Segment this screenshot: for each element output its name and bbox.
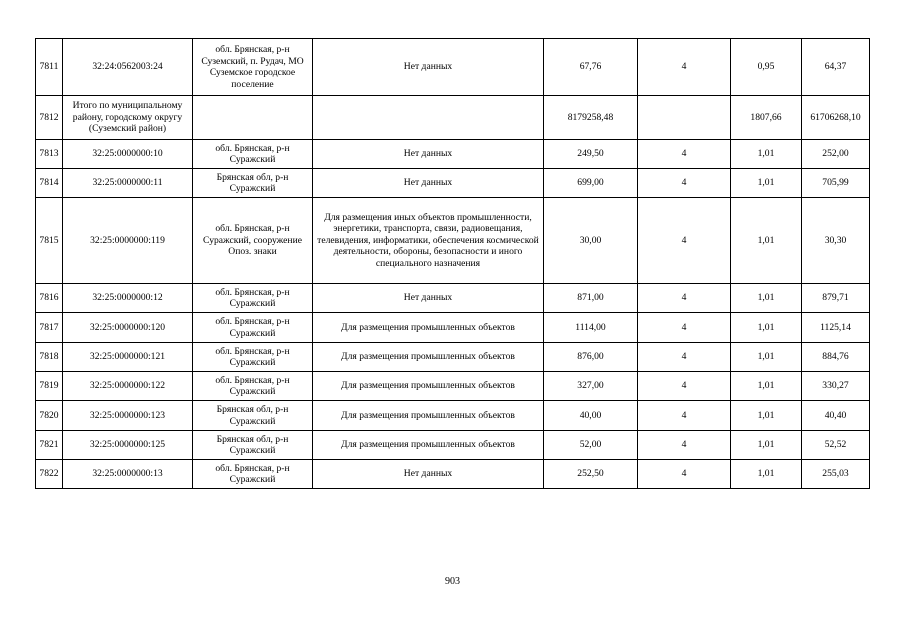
row-number: 7821 [36,431,63,460]
usage-cell: Нет данных [313,140,544,169]
usage-cell: Для размещения промышленных объектов [313,372,544,401]
value-cell: 61706268,10 [802,96,870,140]
area-cell: 871,00 [544,284,638,313]
value-cell: 40,40 [802,401,870,431]
group-cell: 4 [638,343,731,372]
usage-cell: Нет данных [313,460,544,489]
coefficient-cell: 1,01 [731,431,802,460]
coefficient-cell: 1,01 [731,372,802,401]
cadastral-number: 32:25:0000000:13 [63,460,193,489]
group-cell: 4 [638,313,731,343]
address-cell: Брянская обл, р-н Суражский [193,431,313,460]
row-number: 7819 [36,372,63,401]
area-cell: 40,00 [544,401,638,431]
area-cell: 876,00 [544,343,638,372]
coefficient-cell: 1,01 [731,401,802,431]
table-row [36,372,870,401]
cadastral-number: 32:25:0000000:120 [63,313,193,343]
table-row [36,313,870,343]
total-label: Итого по муниципальному району, городскому округу (Суземский район) [63,96,193,140]
coefficient-cell: 1807,66 [731,96,802,140]
group-cell: 4 [638,372,731,401]
group-cell: 4 [638,284,731,313]
table-row [36,198,870,284]
area-cell: 1114,00 [544,313,638,343]
usage-cell: Для размещения промышленных объектов [313,401,544,431]
total-row [36,96,870,140]
value-cell: 255,03 [802,460,870,489]
value-cell: 705,99 [802,169,870,198]
page-number: 903 [445,576,460,587]
cadastral-number: 32:25:0000000:123 [63,401,193,431]
usage-cell: Нет данных [313,39,544,96]
value-cell: 64,37 [802,39,870,96]
area-cell: 252,50 [544,460,638,489]
group-cell: 4 [638,401,731,431]
usage-cell: Для размещения промышленных объектов [313,343,544,372]
usage-cell: Для размещения промышленных объектов [313,431,544,460]
row-number: 7813 [36,140,63,169]
usage-cell: Для размещения иных объектов промышленности, энергетики, транспорта, связи, радиовещания, телевидения, информатики, обеспечения космической деятельности, обороны, безопасности и иного специального назначения [313,198,544,284]
address-cell: обл. Брянская, р-н Суражский, сооружение Опоз. знаки [193,198,313,284]
land-registry-table [35,38,870,489]
table-row [36,39,870,96]
cadastral-number: 32:25:0000000:10 [63,140,193,169]
cadastral-number: 32:25:0000000:122 [63,372,193,401]
address-cell: обл. Брянская, р-н Суражский [193,284,313,313]
row-number: 7817 [36,313,63,343]
cadastral-number: 32:25:0000000:119 [63,198,193,284]
value-cell: 330,27 [802,372,870,401]
row-number: 7820 [36,401,63,431]
group-cell: 4 [638,431,731,460]
table-row [36,343,870,372]
coefficient-cell: 1,01 [731,460,802,489]
address-cell: обл. Брянская, р-н Суражский [193,140,313,169]
coefficient-cell: 1,01 [731,343,802,372]
group-cell [638,96,731,140]
group-cell: 4 [638,169,731,198]
row-number: 7815 [36,198,63,284]
area-cell: 699,00 [544,169,638,198]
row-number: 7816 [36,284,63,313]
table-row [36,460,870,489]
area-cell: 8179258,48 [544,96,638,140]
value-cell: 1125,14 [802,313,870,343]
table-row [36,169,870,198]
coefficient-cell: 1,01 [731,198,802,284]
cadastral-number: 32:25:0000000:11 [63,169,193,198]
group-cell: 4 [638,460,731,489]
cadastral-number: 32:25:0000000:12 [63,284,193,313]
address-cell [193,96,313,140]
table-row [36,140,870,169]
address-cell: Брянская обл, р-н Суражский [193,401,313,431]
table-row [36,431,870,460]
coefficient-cell: 1,01 [731,169,802,198]
cadastral-number: 32:25:0000000:121 [63,343,193,372]
value-cell: 52,52 [802,431,870,460]
area-cell: 52,00 [544,431,638,460]
row-number: 7822 [36,460,63,489]
usage-cell [313,96,544,140]
row-number: 7814 [36,169,63,198]
area-cell: 67,76 [544,39,638,96]
area-cell: 327,00 [544,372,638,401]
group-cell: 4 [638,140,731,169]
coefficient-cell: 1,01 [731,284,802,313]
coefficient-cell: 1,01 [731,313,802,343]
cadastral-number: 32:25:0000000:125 [63,431,193,460]
table-row [36,284,870,313]
address-cell: обл. Брянская, р-н Суражский [193,460,313,489]
row-number: 7811 [36,39,63,96]
area-cell: 249,50 [544,140,638,169]
table-row [36,401,870,431]
row-number: 7812 [36,96,63,140]
usage-cell: Для размещения промышленных объектов [313,313,544,343]
usage-cell: Нет данных [313,169,544,198]
address-cell: обл. Брянская, р-н Суражский [193,372,313,401]
group-cell: 4 [638,39,731,96]
address-cell: обл. Брянская, р-н Суражский [193,313,313,343]
value-cell: 30,30 [802,198,870,284]
address-cell: Брянская обл, р-н Суражский [193,169,313,198]
cadastral-number: 32:24:0562003:24 [63,39,193,96]
row-number: 7818 [36,343,63,372]
usage-cell: Нет данных [313,284,544,313]
value-cell: 884,76 [802,343,870,372]
address-cell: обл. Брянская, р-н Суражский [193,343,313,372]
area-cell: 30,00 [544,198,638,284]
group-cell: 4 [638,198,731,284]
value-cell: 879,71 [802,284,870,313]
coefficient-cell: 0,95 [731,39,802,96]
coefficient-cell: 1,01 [731,140,802,169]
address-cell: обл. Брянская, р-н Суземский, п. Рудач, МО Суземское городское поселение [193,39,313,96]
value-cell: 252,00 [802,140,870,169]
